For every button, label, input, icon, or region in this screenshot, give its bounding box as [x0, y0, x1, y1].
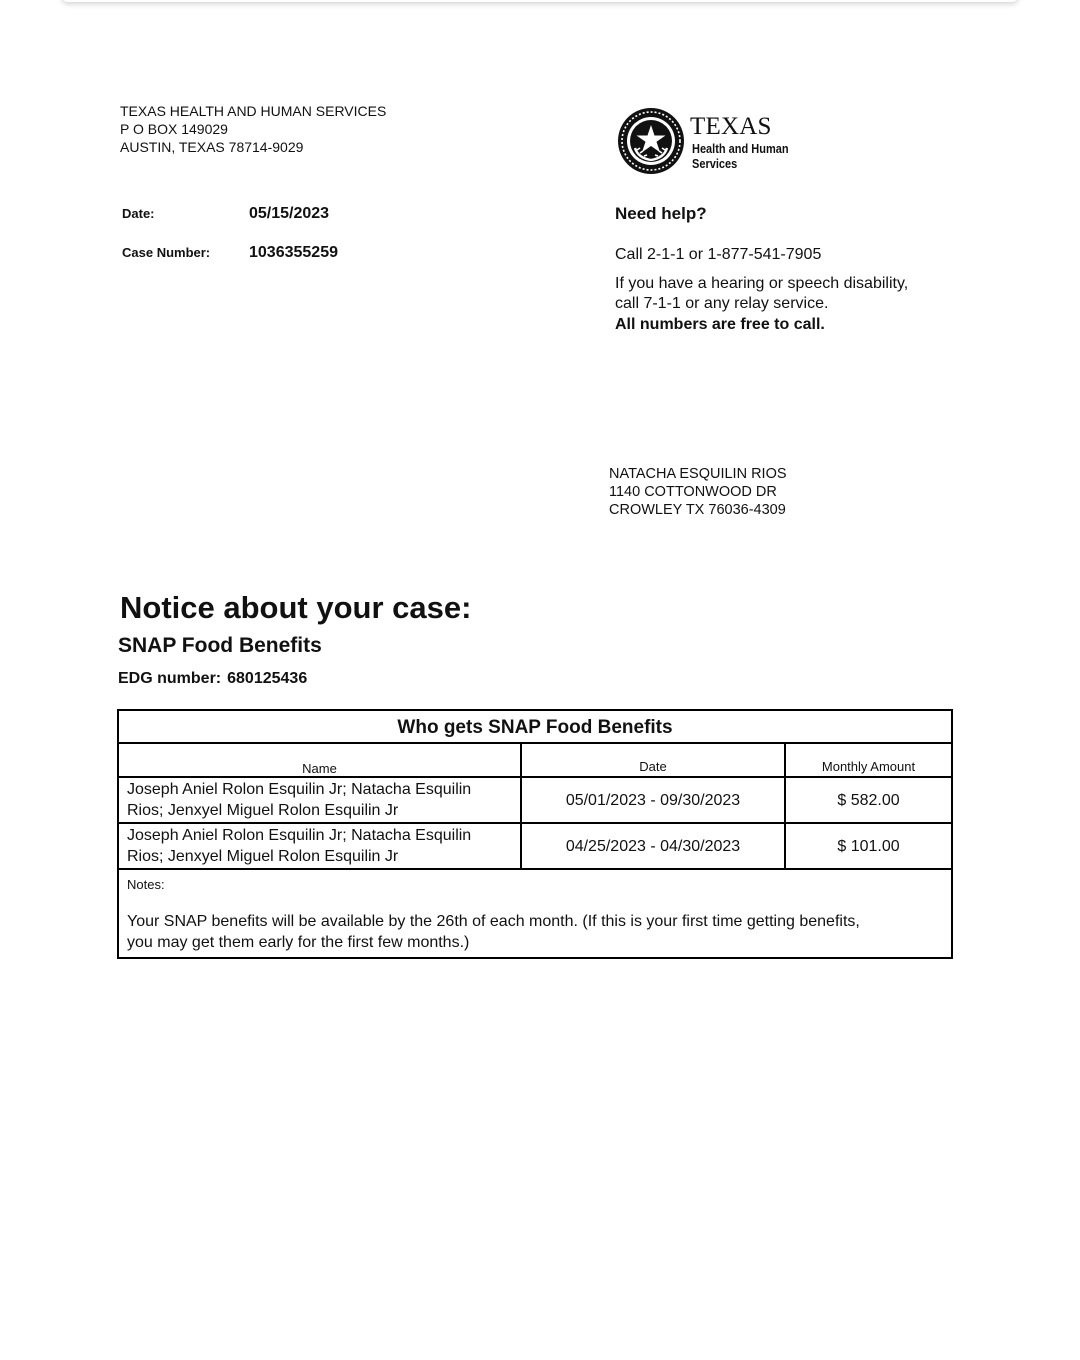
help-phone: Call 2-1-1 or 1-877-541-7905 — [615, 246, 822, 263]
texas-hhs-logo — [616, 104, 816, 176]
row-name-line: Rios; Jenxyel Miguel Rolon Esquilin Jr — [127, 848, 399, 865]
date-row — [122, 205, 329, 223]
notes-text — [127, 911, 943, 953]
help-title: Need help? — [615, 204, 707, 223]
help-free-note: All numbers are free to call. — [615, 316, 825, 333]
logo-subtitle-line: Health and Human — [692, 142, 789, 156]
edg-value: 680125436 — [227, 670, 308, 687]
help-disability-line: If you have a hearing or speech disability, — [615, 275, 909, 292]
sender-line: TEXAS HEALTH AND HUMAN SERVICES — [120, 103, 387, 119]
table-row — [119, 823, 951, 869]
row-name-line: Rios; Jenxyel Miguel Rolon Esquilin Jr — [127, 802, 399, 819]
logo-subtitle — [692, 142, 789, 172]
benefits-table — [117, 709, 953, 959]
case-number-value: 1036355259 — [249, 244, 338, 261]
notes-line: you may get them early for the first few months.) — [127, 934, 470, 951]
benefits-grid — [119, 744, 951, 870]
notes-label: Notes: — [127, 877, 165, 892]
column-header-date: Date — [521, 744, 785, 777]
row-name-line: Joseph Aniel Rolon Esquilin Jr; Natacha Esquilin — [127, 827, 472, 844]
column-header-amount: Monthly Amount — [785, 744, 951, 777]
date-value: 05/15/2023 — [249, 205, 330, 222]
recipient-name: NATACHA ESQUILIN RIOS — [609, 466, 787, 482]
row-date: 05/01/2023 - 09/30/2023 — [521, 777, 785, 823]
recipient-street: 1140 COTTONWOOD DR — [609, 484, 777, 500]
page-top-edge — [62, 0, 1018, 2]
table-row — [119, 777, 951, 823]
edg-number — [118, 670, 307, 688]
sender-line: P O BOX 149029 — [120, 121, 228, 137]
benefits-table-title: Who gets SNAP Food Benefits — [119, 711, 951, 744]
date-label: Date: — [122, 206, 155, 221]
row-amount: $ 101.00 — [785, 823, 951, 869]
help-disability-line: call 7-1-1 or any relay service. — [615, 295, 829, 312]
logo-subtitle-line: Services — [692, 157, 738, 171]
recipient-address — [609, 465, 787, 519]
case-number-label: Case Number: — [122, 245, 211, 260]
program-title: SNAP Food Benefits — [118, 634, 322, 657]
row-date: 04/25/2023 - 04/30/2023 — [521, 823, 785, 869]
row-names — [119, 777, 521, 823]
column-header-name: Name — [119, 744, 521, 777]
case-number-row — [122, 244, 338, 262]
notes-section — [119, 870, 951, 957]
notice-title: Notice about your case: — [120, 590, 472, 625]
help-box — [615, 203, 975, 336]
row-names — [119, 823, 521, 869]
notes-line: Your SNAP benefits will be available by the 26th of each month. (If this is your first time getting benefits, — [127, 913, 860, 930]
edg-label: EDG number: — [118, 670, 222, 687]
sender-address — [120, 102, 386, 156]
sender-line: AUSTIN, TEXAS 78714-9029 — [120, 139, 304, 155]
texas-seal-icon — [616, 106, 686, 176]
row-amount: $ 582.00 — [785, 777, 951, 823]
row-name-line: Joseph Aniel Rolon Esquilin Jr; Natacha Esquilin — [127, 781, 472, 798]
recipient-city: CROWLEY TX 76036-4309 — [609, 502, 786, 518]
logo-title: TEXAS — [690, 113, 772, 140]
table-header-row — [119, 744, 951, 777]
help-disability-info — [615, 274, 975, 314]
